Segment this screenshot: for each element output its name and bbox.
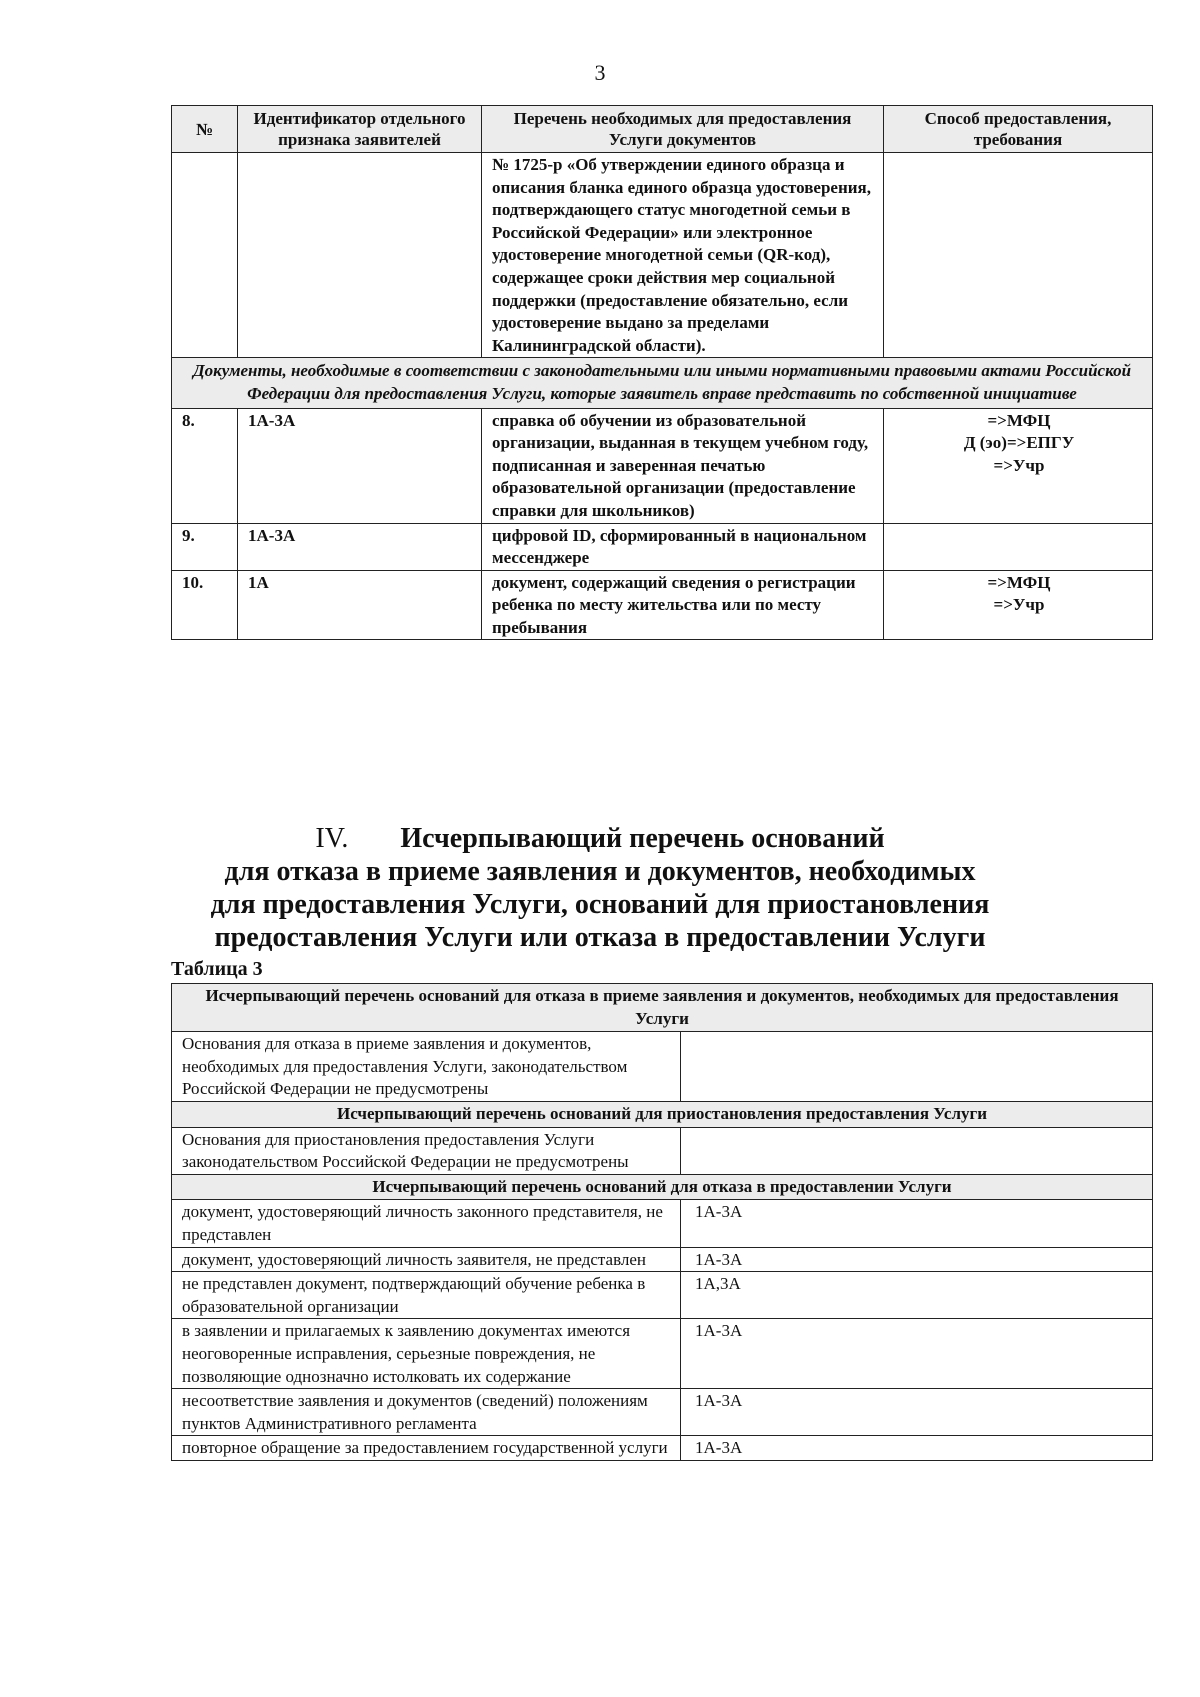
- row-number: [172, 153, 238, 358]
- required-documents-table: [171, 105, 1153, 640]
- method-line: Д (эо)=>ЕПГУ: [963, 433, 1075, 453]
- group-heading: Исчерпывающий перечень оснований для приостановления предоставления Услуги: [172, 1101, 1153, 1127]
- section-heading-line: [0, 822, 1200, 855]
- row-identifier: 1А-3А: [238, 408, 482, 523]
- method-line: =>МФЦ: [987, 410, 1051, 430]
- row-number: 10.: [172, 570, 238, 640]
- row-document: № 1725-р «Об утверждении единого образца и описания бланка единого образца удостоверения, подтверждающего статус многодетной семьи в Российской Федерации» или электронное удостоверение многодетной семьи (QR-код), содержащее сроки действия мер социальной поддержки (предоставление обязательно, если удостоверение выдано за пределами Калининградской области).: [482, 153, 884, 358]
- ground-text: несоответствие заявления и документов (сведений) положениям пунктов Административного регламента: [172, 1389, 681, 1436]
- subsection-row: [172, 358, 1153, 408]
- row-method: [884, 408, 1153, 523]
- table-row: [172, 1319, 1153, 1389]
- table-row: [172, 1127, 1153, 1174]
- ground-code: 1А-3А: [681, 1200, 1153, 1247]
- method-line: =>Учр: [993, 595, 1045, 615]
- section-title-line: предоставления Услуги или отказа в предоставлении Услуги: [214, 922, 986, 953]
- section-title-line: Исчерпывающий перечень оснований: [400, 823, 885, 854]
- ground-text: Основания для отказа в приеме заявления и документов, необходимых для предоставления Услуги, законодательством Российской Федерации не предусмотрены: [172, 1032, 681, 1102]
- ground-text: не представлен документ, подтверждающий обучение ребенка в образовательной организации: [172, 1272, 681, 1319]
- header-identifier: Идентификатор отдельного признака заявителей: [238, 106, 482, 153]
- row-method: [884, 523, 1153, 570]
- grounds-table: [171, 983, 1153, 1461]
- section-heading: [0, 822, 1200, 954]
- ground-code: 1А-3А: [681, 1319, 1153, 1389]
- table-row: [172, 1272, 1153, 1319]
- row-document: документ, содержащий сведения о регистрации ребенка по месту жительства или по месту пребывания: [482, 570, 884, 640]
- section-title-line: для отказа в приеме заявления и документов, необходимых: [224, 856, 976, 887]
- table-row: [172, 408, 1153, 523]
- row-identifier: [238, 153, 482, 358]
- row-method: [884, 570, 1153, 640]
- header-number: №: [172, 106, 238, 153]
- method-line: =>МФЦ: [987, 572, 1051, 592]
- header-method: Способ предоставления, требования: [884, 106, 1153, 153]
- ground-code: 1А-3А: [681, 1389, 1153, 1436]
- ground-text: в заявлении и прилагаемых к заявлению документах имеются неоговоренные исправления, серьезные повреждения, не позволяющие однозначно истолковать их содержание: [172, 1319, 681, 1389]
- group-heading-row: [172, 1101, 1153, 1127]
- header-documents: Перечень необходимых для предоставления Услуги документов: [482, 106, 884, 153]
- table-row: [172, 1200, 1153, 1247]
- table-row: [172, 153, 1153, 358]
- ground-code: 1А-3А: [681, 1436, 1153, 1461]
- row-number: 8.: [172, 408, 238, 523]
- section-numeral: IV.: [315, 823, 349, 854]
- table-row: [172, 1247, 1153, 1272]
- row-identifier: 1А-3А: [238, 523, 482, 570]
- ground-code: 1А-3А: [681, 1247, 1153, 1272]
- table-caption: Таблица 3: [171, 958, 263, 980]
- row-document: справка об обучении из образовательной организации, выданная в текущем учебном году, подписанная и заверенная печатью образовательной организации (предоставление справки для школьников): [482, 408, 884, 523]
- row-method: [884, 153, 1153, 358]
- section-title-line: для предоставления Услуги, оснований для приостановления: [210, 889, 990, 920]
- table-row: [172, 1389, 1153, 1436]
- group-heading-row: [172, 984, 1153, 1032]
- subsection-heading: Документы, необходимые в соответствии с законодательными или иными нормативными правовыми актами Российской Федерации для предоставления Услуги, которые заявитель вправе представить по собственной инициативе: [172, 358, 1153, 408]
- ground-text: документ, удостоверяющий личность заявителя, не представлен: [172, 1247, 681, 1272]
- ground-text: Основания для приостановления предоставления Услуги законодательством Российской Федерации не предусмотрены: [172, 1127, 681, 1174]
- group-heading-row: [172, 1174, 1153, 1200]
- table-row: [172, 523, 1153, 570]
- method-line: =>Учр: [993, 455, 1045, 475]
- row-identifier: 1А: [238, 570, 482, 640]
- ground-text: документ, удостоверяющий личность законного представителя, не представлен: [172, 1200, 681, 1247]
- ground-code: [681, 1127, 1153, 1174]
- table-row: [172, 1436, 1153, 1461]
- row-document: цифровой ID, сформированный в национальном мессенджере: [482, 523, 884, 570]
- group-heading: Исчерпывающий перечень оснований для отказа в предоставлении Услуги: [172, 1174, 1153, 1200]
- group-heading: Исчерпывающий перечень оснований для отказа в приеме заявления и документов, необходимых для предоставления Услуги: [172, 984, 1153, 1032]
- ground-text: повторное обращение за предоставлением государственной услуги: [172, 1436, 681, 1461]
- row-number: 9.: [172, 523, 238, 570]
- page-number: 3: [594, 60, 606, 85]
- ground-code: [681, 1032, 1153, 1102]
- table-row: [172, 570, 1153, 640]
- table-row: [172, 1032, 1153, 1102]
- table-header-row: [172, 106, 1153, 153]
- ground-code: 1А,3А: [681, 1272, 1153, 1319]
